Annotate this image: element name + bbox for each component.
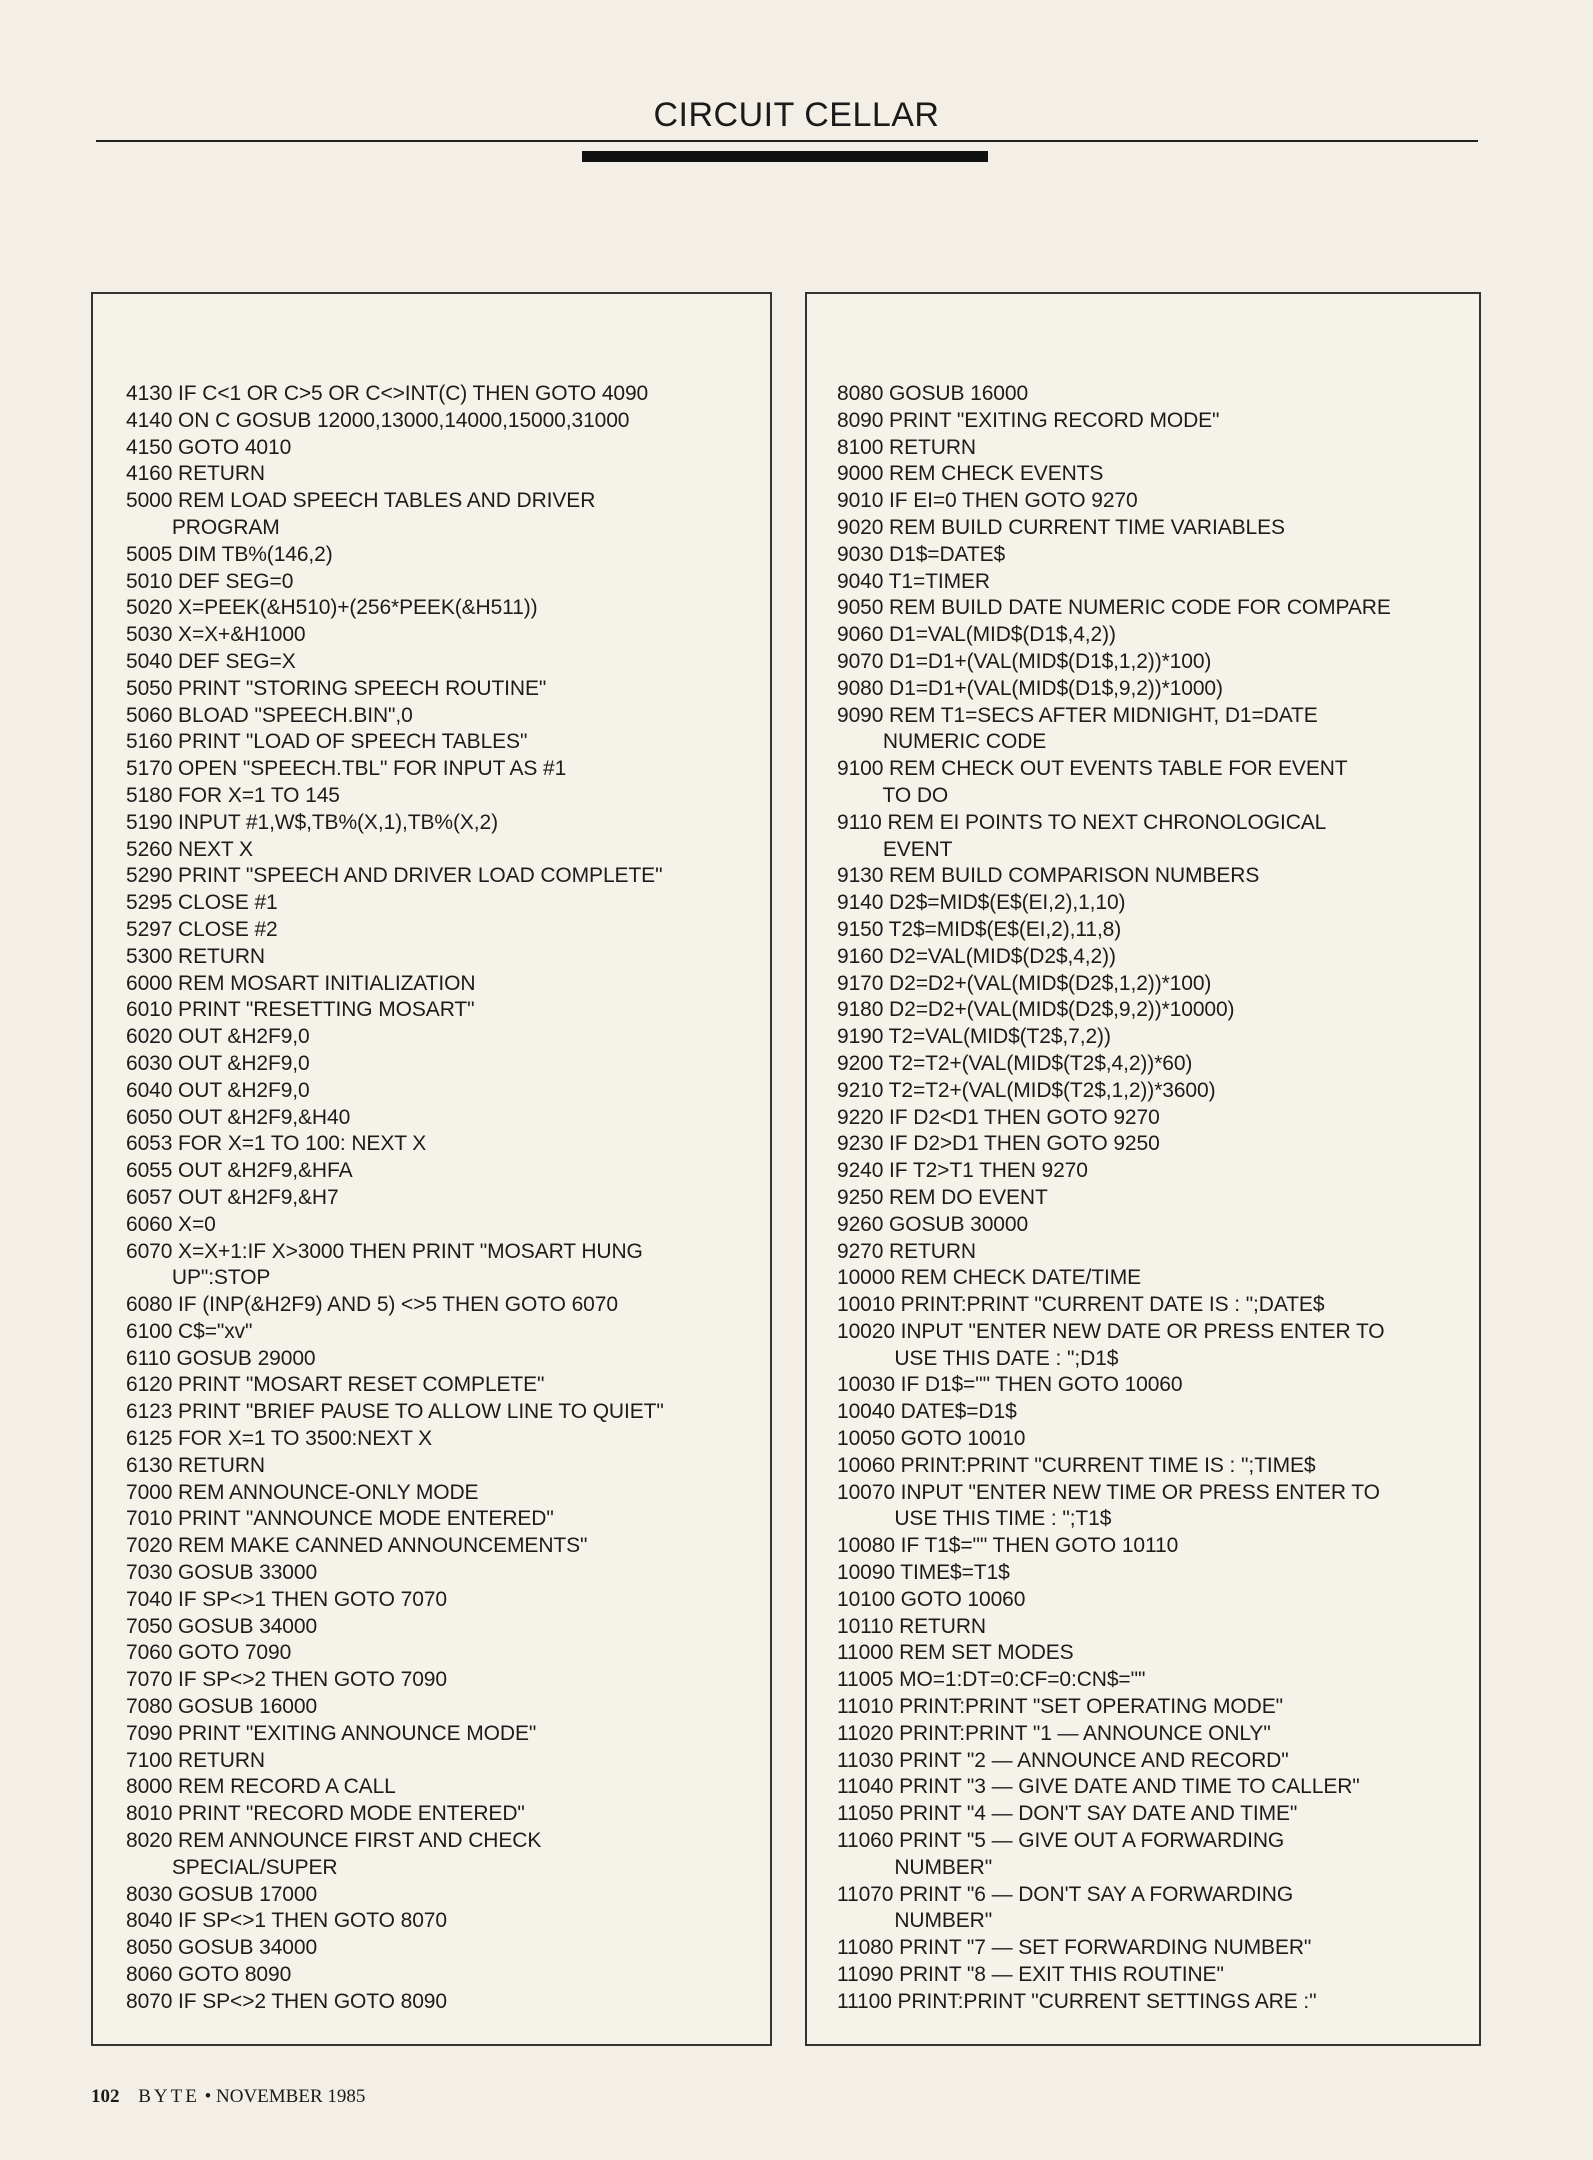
code-line: 9190 T2=VAL(MID$(T2$,7,2)) [837, 1025, 1111, 1049]
code-line: 6060 X=0 [126, 1212, 216, 1236]
code-line: 6050 OUT &H2F9,&H40 [126, 1105, 351, 1129]
code-line: 10010 PRINT:PRINT "CURRENT DATE IS : ";DATE$ [837, 1293, 1325, 1317]
code-line: 7040 IF SP<>1 THEN GOTO 7070 [126, 1587, 447, 1611]
code-line: NUMBER" [837, 1909, 993, 1933]
code-line: 10060 PRINT:PRINT "CURRENT TIME IS : ";TIME$ [837, 1453, 1316, 1477]
code-line: 8010 PRINT "RECORD MODE ENTERED" [126, 1802, 525, 1826]
code-line: 5010 DEF SEG=0 [126, 569, 294, 593]
code-line: 11080 PRINT "7 — SET FORWARDING NUMBER" [837, 1936, 1312, 1960]
code-line: 10110 RETURN [837, 1614, 986, 1638]
code-line: 10080 IF T1$="" THEN GOTO 10110 [837, 1534, 1179, 1558]
code-line: 9180 D2=D2+(VAL(MID$(D2$,9,2))*10000) [837, 998, 1235, 1022]
code-line: 11050 PRINT "4 — DON'T SAY DATE AND TIME" [837, 1802, 1298, 1826]
code-line: 9230 IF D2>D1 THEN GOTO 9250 [837, 1132, 1160, 1156]
code-line: 9250 REM DO EVENT [837, 1185, 1048, 1209]
code-line: 6057 OUT &H2F9,&H7 [126, 1185, 339, 1209]
code-line: 8080 GOSUB 16000 [837, 382, 1029, 405]
code-line: 8100 RETURN [837, 435, 976, 459]
code-line: 6125 FOR X=1 TO 3500:NEXT X [126, 1427, 433, 1451]
code-line: 8020 REM ANNOUNCE FIRST AND CHECK [126, 1829, 542, 1853]
code-line: NUMBER" [837, 1855, 993, 1879]
code-line: 5060 BLOAD "SPEECH.BIN",0 [126, 703, 413, 727]
code-line: 9000 REM CHECK EVENTS [837, 462, 1104, 486]
footer-separator: • [204, 2086, 212, 2107]
code-line: 6040 OUT &H2F9,0 [126, 1078, 310, 1102]
code-line: 5000 REM LOAD SPEECH TABLES AND DRIVER [126, 489, 596, 513]
code-line: 7070 IF SP<>2 THEN GOTO 7090 [126, 1668, 447, 1692]
code-line: 10090 TIME$=T1$ [837, 1561, 1010, 1585]
code-line: 8070 IF SP<>2 THEN GOTO 8090 [126, 1989, 447, 2013]
code-line: 5290 PRINT "SPEECH AND DRIVER LOAD COMPLETE" [126, 864, 663, 888]
code-line: 7080 GOSUB 16000 [126, 1695, 318, 1719]
code-line: 5297 CLOSE #2 [126, 917, 278, 941]
code-line: 11030 PRINT "2 — ANNOUNCE AND RECORD" [837, 1748, 1289, 1772]
code-line: 7020 REM MAKE CANNED ANNOUNCEMENTS" [126, 1534, 588, 1558]
code-line: 7060 GOTO 7090 [126, 1641, 292, 1665]
code-line: 9060 D1=VAL(MID$(D1$,4,2)) [837, 623, 1116, 647]
code-line: 8030 GOSUB 17000 [126, 1882, 318, 1906]
code-line: 9210 T2=T2+(VAL(MID$(T2$,1,2))*3600) [837, 1078, 1216, 1102]
code-line: USE THIS TIME : ";T1$ [837, 1507, 1112, 1531]
code-line: 9030 D1$=DATE$ [837, 542, 1006, 566]
code-line: 9240 IF T2>T1 THEN 9270 [837, 1159, 1088, 1183]
code-line: USE THIS DATE : ";D1$ [837, 1346, 1119, 1370]
code-line: 9020 REM BUILD CURRENT TIME VARIABLES [837, 515, 1285, 539]
code-line: 11090 PRINT "8 — EXIT THIS ROUTINE" [837, 1963, 1224, 1987]
code-line: 6123 PRINT "BRIEF PAUSE TO ALLOW LINE TO QUIET" [126, 1400, 664, 1424]
code-line: 5295 CLOSE #1 [126, 891, 278, 915]
code-line: 7000 REM ANNOUNCE-ONLY MODE [126, 1480, 479, 1504]
code-line: 9040 T1=TIMER [837, 569, 990, 593]
listing-right-column [805, 292, 1481, 2046]
code-line: NUMERIC CODE [837, 730, 1047, 754]
code-line: 9070 D1=D1+(VAL(MID$(D1$,1,2))*100) [837, 649, 1212, 673]
code-line: 6120 PRINT "MOSART RESET COMPLETE" [126, 1373, 545, 1397]
page-header-title: CIRCUIT CELLAR [653, 96, 940, 134]
code-line: 11070 PRINT "6 — DON'T SAY A FORWARDING [837, 1882, 1294, 1906]
code-line: 11005 MO=1:DT=0:CF=0:CN$="" [837, 1668, 1146, 1692]
code-line: 11040 PRINT "3 — GIVE DATE AND TIME TO CALLER" [837, 1775, 1360, 1799]
code-line: 6080 IF (INP(&H2F9) AND 5) <>5 THEN GOTO 6070 [126, 1293, 618, 1317]
code-line: 9160 D2=VAL(MID$(D2$,4,2)) [837, 944, 1116, 968]
code-line: 5170 OPEN "SPEECH.TBL" FOR INPUT AS #1 [126, 757, 567, 781]
code-line: 9200 T2=T2+(VAL(MID$(T2$,4,2))*60) [837, 1051, 1193, 1075]
code-line: 11010 PRINT:PRINT "SET OPERATING MODE" [837, 1695, 1283, 1719]
code-line: 9050 REM BUILD DATE NUMERIC CODE FOR COMPARE [837, 596, 1391, 620]
code-line: 4140 ON C GOSUB 12000,13000,14000,15000,31000 [126, 408, 630, 432]
code-line: 9260 GOSUB 30000 [837, 1212, 1029, 1236]
code-line: 9010 IF EI=0 THEN GOTO 9270 [837, 489, 1138, 513]
code-line: 5190 INPUT #1,W$,TB%(X,1),TB%(X,2) [126, 810, 498, 834]
code-line: 7090 PRINT "EXITING ANNOUNCE MODE" [126, 1721, 537, 1745]
code-line: 10050 GOTO 10010 [837, 1427, 1026, 1451]
code-line: 6110 GOSUB 29000 [126, 1346, 316, 1370]
code-line: 5050 PRINT "STORING SPEECH ROUTINE" [126, 676, 547, 700]
code-line: 10030 IF D1$="" THEN GOTO 10060 [837, 1373, 1183, 1397]
code-line: 7030 GOSUB 33000 [126, 1561, 318, 1585]
code-line: 11020 PRINT:PRINT "1 — ANNOUNCE ONLY" [837, 1721, 1271, 1745]
magazine-name: BYTE [138, 2086, 200, 2107]
code-line: 10070 INPUT "ENTER NEW TIME OR PRESS ENTER TO [837, 1480, 1380, 1504]
code-line: 5260 NEXT X [126, 837, 253, 861]
code-line: 8050 GOSUB 34000 [126, 1936, 318, 1960]
code-line: 9270 RETURN [837, 1239, 976, 1263]
code-line: 11100 PRINT:PRINT "CURRENT SETTINGS ARE :" [837, 1989, 1317, 2013]
code-line: 9110 REM EI POINTS TO NEXT CHRONOLOGICAL [837, 810, 1327, 834]
code-line: 5300 RETURN [126, 944, 265, 968]
code-line: 7010 PRINT "ANNOUNCE MODE ENTERED" [126, 1507, 554, 1531]
header-bar [582, 151, 988, 162]
page-number: 102 [91, 2086, 120, 2107]
code-line: 10000 REM CHECK DATE/TIME [837, 1266, 1142, 1290]
code-line: SPECIAL/SUPER [126, 1855, 338, 1879]
code-line: 6020 OUT &H2F9,0 [126, 1025, 310, 1049]
listing-left-column [91, 292, 772, 2046]
code-line: 4130 IF C<1 OR C>5 OR C<>INT(C) THEN GOTO 4090 [126, 382, 649, 405]
code-line: 10040 DATE$=D1$ [837, 1400, 1017, 1424]
code-line: 9220 IF D2<D1 THEN GOTO 9270 [837, 1105, 1160, 1129]
code-line: UP":STOP [126, 1266, 271, 1290]
code-line: EVENT [837, 837, 953, 861]
page-footer [91, 2086, 365, 2108]
code-line: 7050 GOSUB 34000 [126, 1614, 318, 1638]
code-line: 9150 T2$=MID$(E$(EI,2),11,8) [837, 917, 1122, 941]
code-line: 8060 GOTO 8090 [126, 1963, 292, 1987]
code-line: 5040 DEF SEG=X [126, 649, 296, 673]
code-list-right [837, 381, 1467, 2016]
code-line: 4150 GOTO 4010 [126, 435, 292, 459]
code-line: PROGRAM [126, 515, 280, 539]
code-line: 5005 DIM TB%(146,2) [126, 542, 333, 566]
code-line: 6070 X=X+1:IF X>3000 THEN PRINT "MOSART HUNG [126, 1239, 643, 1263]
code-line: 8040 IF SP<>1 THEN GOTO 8070 [126, 1909, 447, 1933]
code-line: 7100 RETURN [126, 1748, 265, 1772]
code-line: 10020 INPUT "ENTER NEW DATE OR PRESS ENTER TO [837, 1319, 1385, 1343]
code-line: 5180 FOR X=1 TO 145 [126, 783, 340, 807]
code-line: 6055 OUT &H2F9,&HFA [126, 1159, 353, 1183]
code-line: 9170 D2=D2+(VAL(MID$(D2$,1,2))*100) [837, 971, 1212, 995]
code-list-left [126, 381, 758, 2016]
code-line: 8000 REM RECORD A CALL [126, 1775, 396, 1799]
code-line: 5020 X=PEEK(&H510)+(256*PEEK(&H511)) [126, 596, 538, 620]
code-line: 9090 REM T1=SECS AFTER MIDNIGHT, D1=DATE [837, 703, 1318, 727]
code-line: 9080 D1=D1+(VAL(MID$(D1$,9,2))*1000) [837, 676, 1223, 700]
code-line: 9130 REM BUILD COMPARISON NUMBERS [837, 864, 1260, 888]
code-line: 9140 D2$=MID$(E$(EI,2),1,10) [837, 891, 1126, 915]
code-line: 6100 C$="xv" [126, 1319, 253, 1343]
code-line: 6030 OUT &H2F9,0 [126, 1051, 310, 1075]
issue-date: NOVEMBER 1985 [216, 2086, 366, 2107]
code-line: 10100 GOTO 10060 [837, 1587, 1026, 1611]
code-line: 6000 REM MOSART INITIALIZATION [126, 971, 476, 995]
code-line: 8090 PRINT "EXITING RECORD MODE" [837, 408, 1220, 432]
code-line: 6130 RETURN [126, 1453, 265, 1477]
code-line: 4160 RETURN [126, 462, 265, 486]
code-line: 6010 PRINT "RESETTING MOSART" [126, 998, 475, 1022]
code-line: 5160 PRINT "LOAD OF SPEECH TABLES" [126, 730, 528, 754]
header-rule [96, 140, 1478, 142]
code-line: 9100 REM CHECK OUT EVENTS TABLE FOR EVENT [837, 757, 1348, 781]
code-line: 5030 X=X+&H1000 [126, 623, 306, 647]
code-line: 6053 FOR X=1 TO 100: NEXT X [126, 1132, 427, 1156]
code-line: TO DO [837, 783, 949, 807]
code-line: 11060 PRINT "5 — GIVE OUT A FORWARDING [837, 1829, 1285, 1853]
code-line: 11000 REM SET MODES [837, 1641, 1074, 1665]
